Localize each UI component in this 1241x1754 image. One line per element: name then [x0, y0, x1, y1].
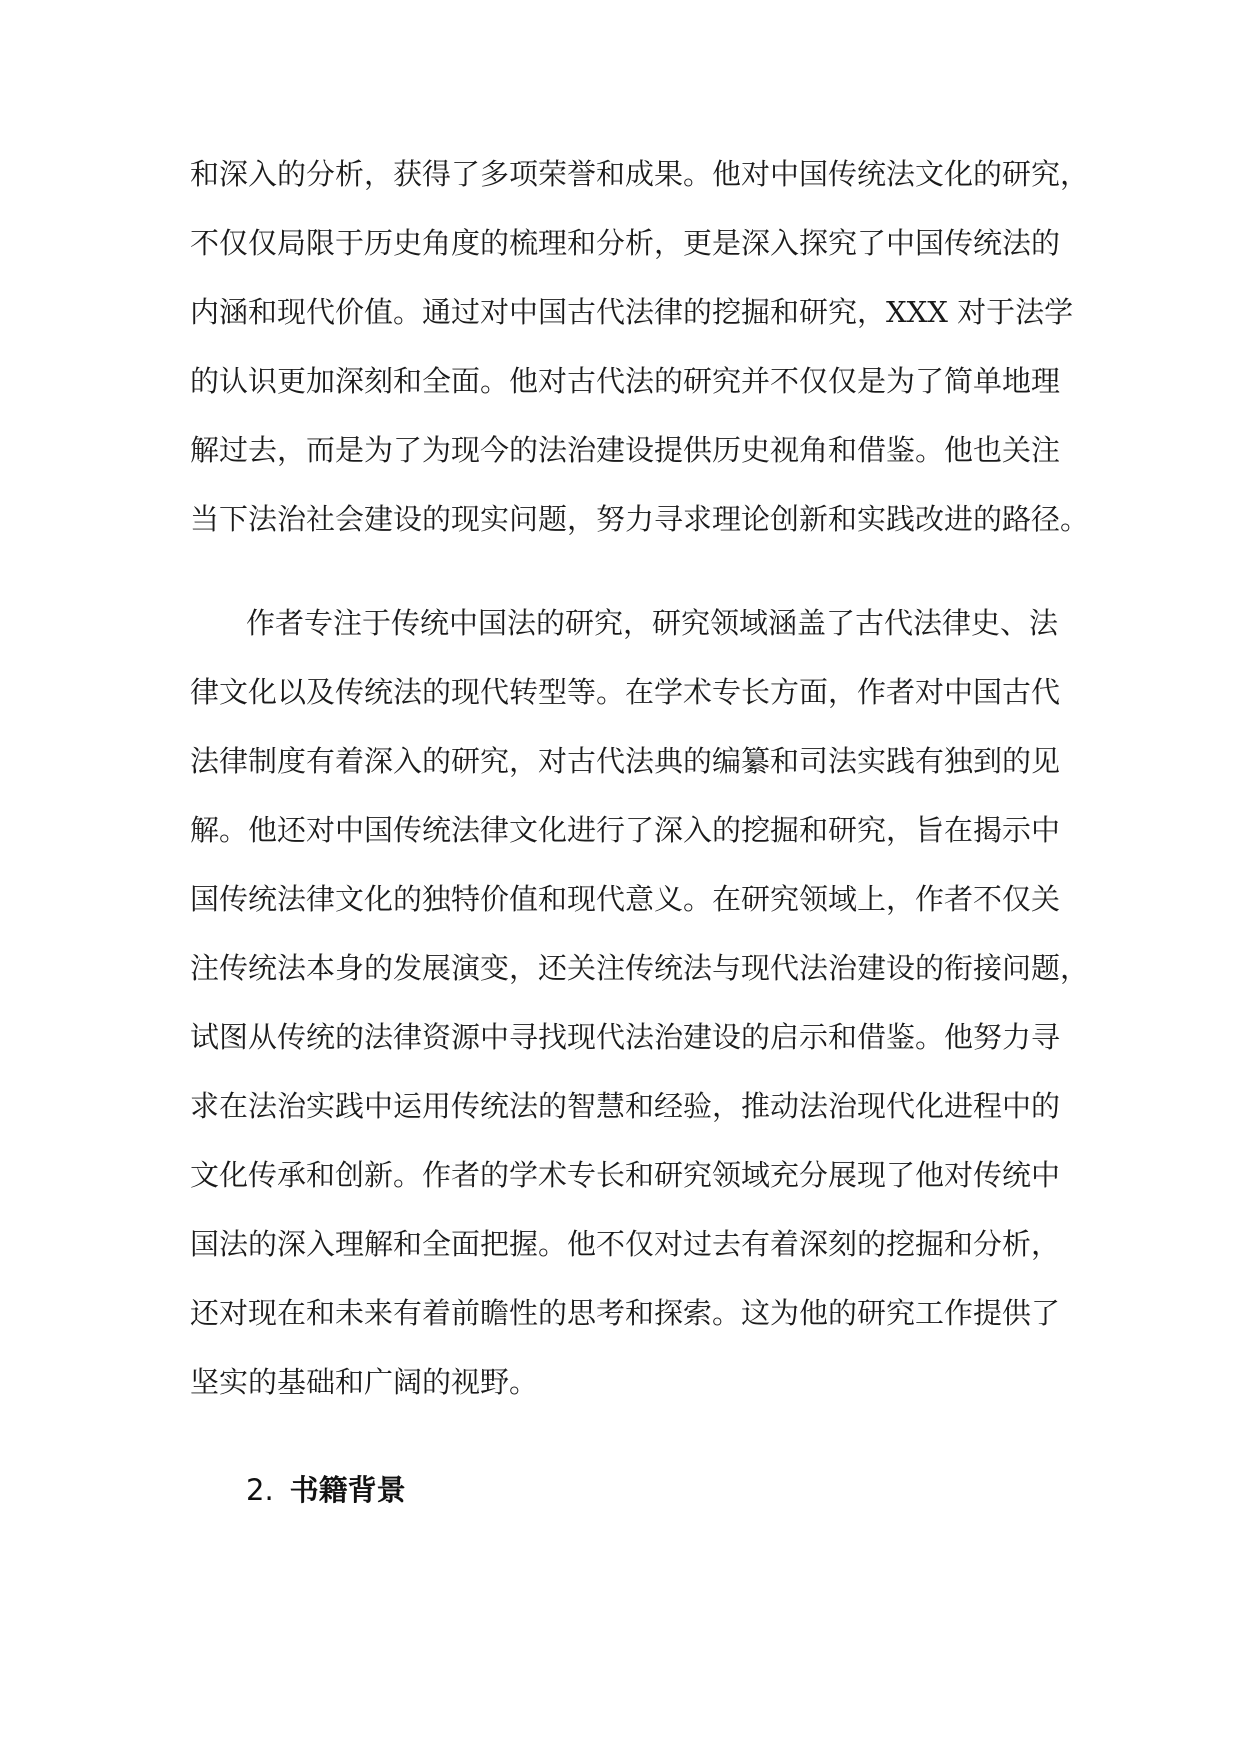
paragraph-line: 坚实的基础和广阔的视野。	[190, 1365, 539, 1399]
paragraph-line: 求在法治实践中运用传统法的智慧和经验，推动法治现代化进程中的	[190, 1089, 1061, 1123]
paragraph-line: 内涵和现代价值。通过对中国古代法律的挖掘和研究，XXX 对于法学	[190, 295, 1074, 329]
paragraph-line: 和深入的分析，获得了多项荣誉和成果。他对中国传统法文化的研究，	[190, 157, 1090, 191]
paragraph-line: 试图从传统的法律资源中寻找现代法治建设的启示和借鉴。他努力寻	[190, 1020, 1061, 1054]
paragraph-line: 解过去，而是为了为现今的法治建设提供历史视角和借鉴。他也关注	[190, 433, 1061, 467]
paragraph-line: 解。他还对中国传统法律文化进行了深入的挖掘和研究，旨在揭示中	[190, 813, 1061, 847]
paragraph-line: 国传统法律文化的独特价值和现代意义。在研究领域上，作者不仅关	[190, 882, 1061, 916]
paragraph-line: 当下法治社会建设的现实问题，努力寻求理论创新和实践改进的路径。	[190, 502, 1090, 536]
paragraph-line: 国法的深入理解和全面把握。他不仅对过去有着深刻的挖掘和分析，	[190, 1227, 1061, 1261]
section-title: 书籍背景	[289, 1473, 406, 1507]
paragraph-line: 律文化以及传统法的现代转型等。在学术专长方面，作者对中国古代	[190, 675, 1061, 709]
paragraph-author-expertise	[190, 589, 1090, 1417]
paragraph-author-research	[190, 140, 1090, 554]
paragraph-line: 还对现在和未来有着前瞻性的思考和探索。这为他的研究工作提供了	[190, 1296, 1061, 1330]
paragraph-line: 注传统法本身的发展演变，还关注传统法与现代法治建设的衔接问题，	[190, 951, 1090, 985]
section-number: 2.	[246, 1473, 274, 1507]
paragraph-line: 文化传承和创新。作者的学术专长和研究领域充分展现了他对传统中	[190, 1158, 1061, 1192]
paragraph-line: 不仅仅局限于历史角度的梳理和分析，更是深入探究了中国传统法的	[190, 226, 1061, 260]
paragraph-line: 法律制度有着深入的研究，对古代法典的编纂和司法实践有独到的见	[190, 744, 1061, 778]
paragraph-line: 作者专注于传统中国法的研究，研究领域涵盖了古代法律史、法	[246, 606, 1059, 640]
paragraph-line: 的认识更加深刻和全面。他对古代法的研究并不仅仅是为了简单地理	[190, 364, 1061, 398]
section-heading	[246, 1468, 406, 1512]
